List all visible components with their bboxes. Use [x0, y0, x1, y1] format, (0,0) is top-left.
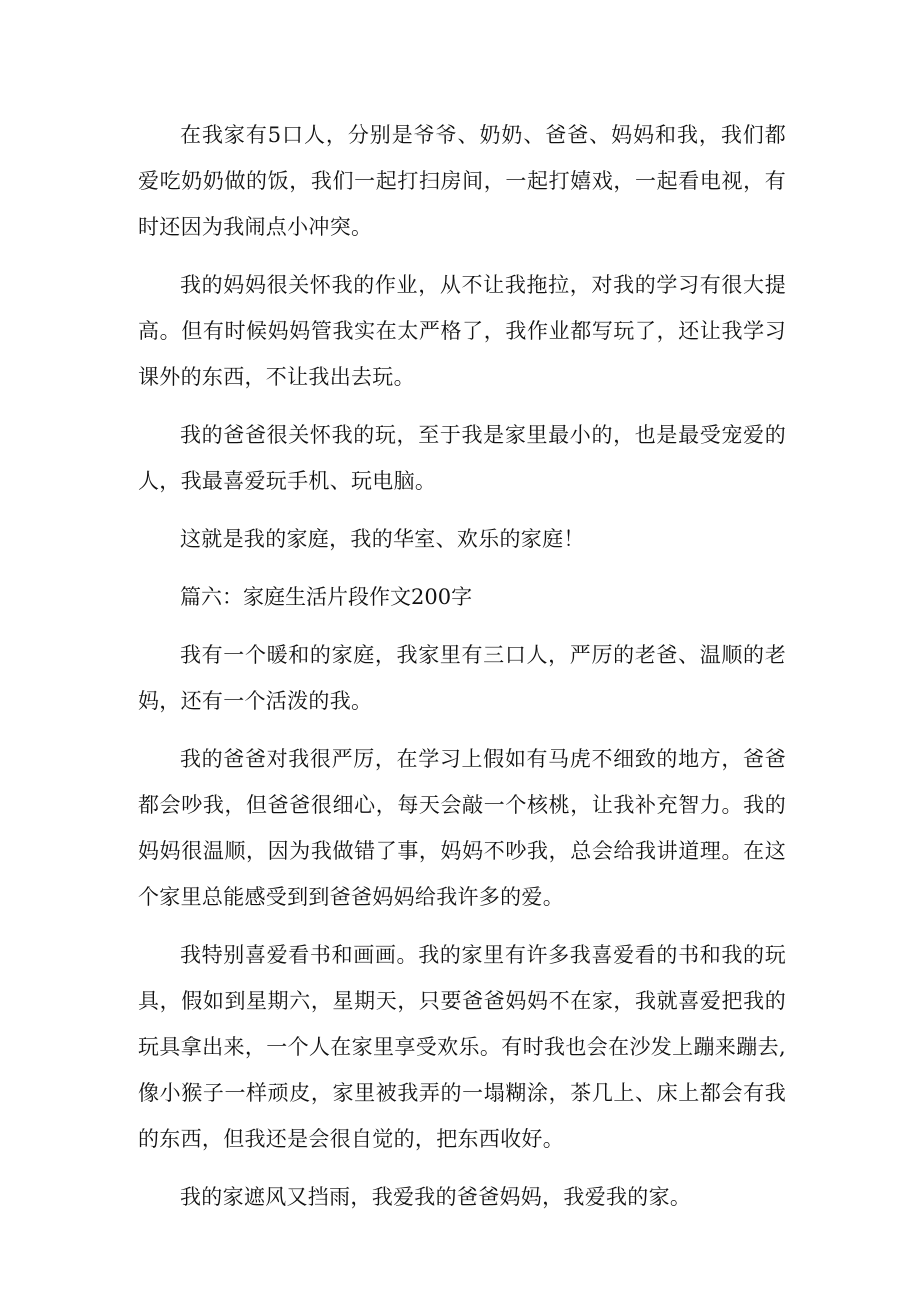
paragraph-hobbies: 我特别喜爱看书和画画。我的家里有许多我喜爱看的书和我的玩具，假如到星期六，星期天，只要爸爸妈妈不在家，我就喜爱把我的玩具拿出来，一个人在家里享受欢乐。有时我也会在沙发上蹦来蹦去,像小猴子一样顽皮，家里被我弄的一塌糊涂，茶几上、床上都会有我的东西，但我还是会很自觉的，把东西收好。	[138, 943, 786, 1151]
paragraph-mother: 我的妈妈很关怀我的作业，从不让我拖拉，对我的学习有很大提高。但有时候妈妈管我实在太严格了，我作业都写玩了，还让我学习课外的东西，不让我出去玩。	[138, 273, 786, 389]
paragraph-conclusion: 这就是我的家庭，我的华室、欢乐的家庭！	[180, 527, 585, 551]
paragraph-father: 我的爸爸很关怀我的玩，至于我是家里最小的，也是最受宠爱的人，我最喜爱玩手机、玩电脑。	[138, 423, 786, 493]
document-page	[138, 112, 786, 1232]
paragraph-warm-family: 我有一个暖和的家庭，我家里有三口人，严厉的老爸、温顺的老妈，还有一个活泼的我。	[138, 643, 786, 713]
paragraph-parents: 我的爸爸对我很严厉，在学习上假如有马虎不细致的地方，爸爸都会吵我，但爸爸很细心，每天会敲一个核桃，让我补充智力。我的妈妈很温顺，因为我做错了事，妈妈不吵我，总会给我讲道理。在这个家里总能感受到到爸爸妈妈给我许多的爱。	[138, 747, 786, 909]
section-heading: 篇六：家庭生活片段作文200字	[180, 585, 473, 609]
paragraph-closing: 我的家遮风又挡雨，我爱我的爸爸妈妈，我爱我的家。	[180, 1185, 692, 1209]
paragraph-family-members: 在我家有5口人，分别是爷爷、奶奶、爸爸、妈妈和我，我们都爱吃奶奶做的饭，我们一起打扫房间，一起打嬉戏，一起看电视，有时还因为我闹点小冲突。	[138, 123, 786, 239]
